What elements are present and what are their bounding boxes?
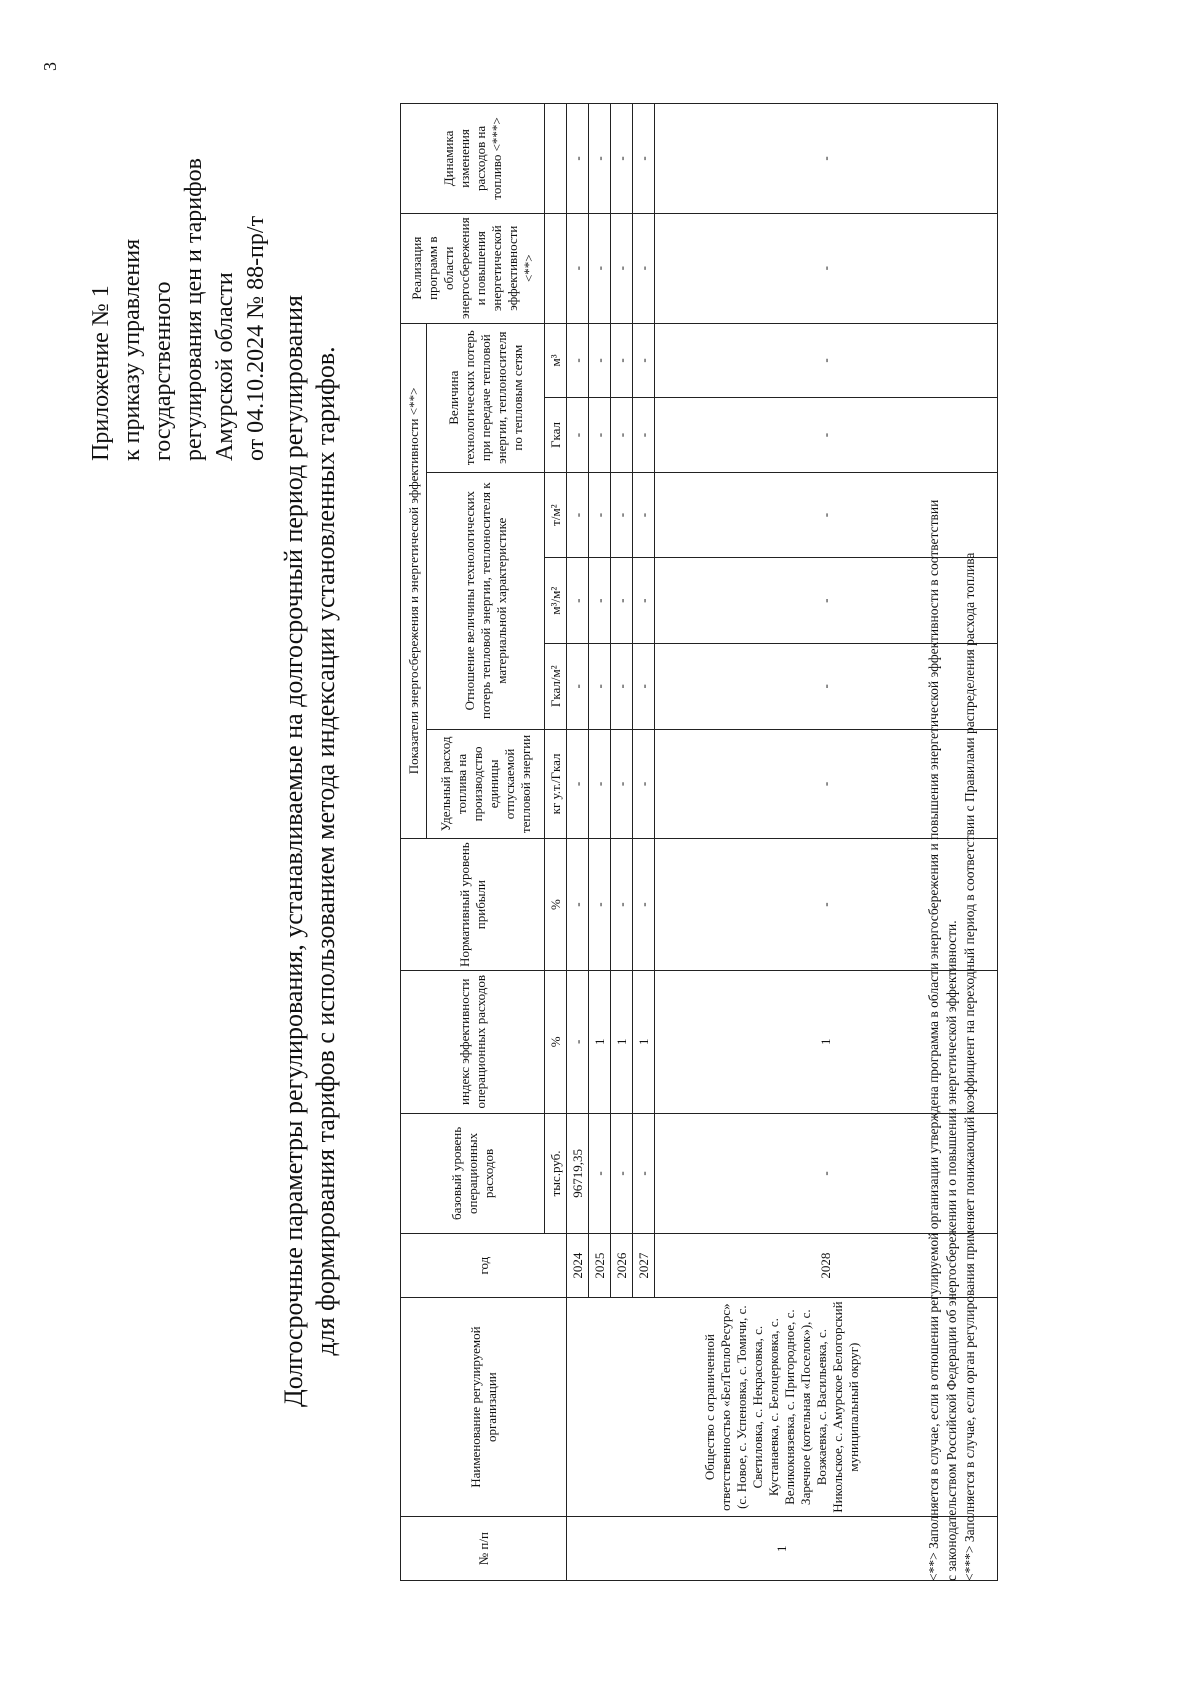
losses-ratio-cell: - — [633, 558, 655, 644]
losses-cell: - — [655, 398, 998, 473]
losses-cell: - — [567, 398, 589, 473]
losses-cell: - — [589, 323, 611, 398]
losses-cell: - — [611, 398, 633, 473]
unit-cell: кг у.т./Гкал — [545, 729, 567, 839]
footnote-line: с законодательством Российской Федерации об энергосбережении и о повышении энергетической эффективности. — [944, 920, 959, 1581]
losses-ratio-cell: - — [611, 558, 633, 644]
unit-cell: Гкал/м² — [545, 643, 567, 729]
fuel-dynamics-cell: - — [633, 104, 655, 214]
year-cell: 2024 — [567, 1234, 589, 1298]
page-number: 3 — [40, 62, 60, 71]
fuel-rate-cell: - — [611, 729, 633, 839]
unit-cell — [545, 213, 567, 323]
fuel-rate-cell: - — [567, 729, 589, 839]
organization-name: Общество с ограниченной ответственностью «БелТеплоРесурс» (с. Новое, с. Успеновка, с. Томичи, с. Светиловка, с. Некрасовка, с. Кустанаевка, с. Белоцерковка, с. Великокнязевка, с. Пригородное, с. Заречное (котельная «Поселок»), с. Возжаевка, с. Васильевка, с. Никольское, с. Амурское Белогорский муниципальный округ) — [567, 1297, 998, 1516]
appendix-line: Амурской области — [212, 272, 238, 461]
losses-ratio-cell: - — [611, 472, 633, 558]
header-profit: Нормативный уровень прибыли — [401, 839, 545, 971]
eff-index-cell: 1 — [611, 970, 633, 1113]
footnotes — [925, 41, 979, 1581]
eff-index-cell: 1 — [655, 970, 998, 1113]
losses-ratio-cell: - — [567, 643, 589, 729]
unit-cell: % — [545, 839, 567, 971]
appendix-line: регулирования цен и тарифов — [181, 158, 207, 461]
losses-ratio-cell: - — [567, 558, 589, 644]
header-fuel-dynamics: Динамика изменения расходов на топливо <***> — [401, 104, 545, 214]
unit-cell: м³/м² — [545, 558, 567, 644]
unit-cell: % — [545, 970, 567, 1113]
appendix-line: государственного — [150, 281, 176, 461]
parameters-table — [400, 103, 998, 1581]
footnote-line: <**> Заполняется в случае, если в отношении регулируемой организации утверждена программа в области энергосбережения и повышения энергетической эффективности в соответствии — [926, 499, 941, 1581]
losses-ratio-cell: - — [655, 472, 998, 558]
fuel-rate-cell: - — [655, 729, 998, 839]
fuel-rate-cell: - — [633, 729, 655, 839]
header-fuel-rate: Удельный расход топлива на производство единицы отпускаемой тепловой энергии — [427, 729, 545, 839]
losses-cell: - — [611, 323, 633, 398]
base-opex-cell: - — [655, 1113, 998, 1234]
unit-cell: тыс.руб. — [545, 1113, 567, 1234]
losses-cell: - — [567, 323, 589, 398]
header-org: Наименование регулируемой организации — [401, 1297, 567, 1516]
programs-cell: - — [611, 213, 633, 323]
year-cell: 2028 — [655, 1234, 998, 1298]
programs-cell: - — [655, 213, 998, 323]
losses-cell: - — [633, 323, 655, 398]
unit-cell — [545, 104, 567, 214]
base-opex-cell: 96719,35 — [567, 1113, 589, 1234]
profit-cell: - — [633, 839, 655, 971]
header-eff-index: индекс эффективности операционных расходов — [401, 970, 545, 1113]
programs-cell: - — [567, 213, 589, 323]
year-cell: 2026 — [611, 1234, 633, 1298]
year-cell: 2027 — [633, 1234, 655, 1298]
losses-cell: - — [655, 323, 998, 398]
losses-ratio-cell: - — [589, 558, 611, 644]
appendix-line: от 04.10.2024 № 88-пр/т — [243, 215, 269, 461]
header-year: год — [401, 1234, 567, 1298]
programs-cell: - — [633, 213, 655, 323]
table-row — [567, 104, 589, 1581]
appendix-line: Приложение № 1 — [88, 285, 114, 461]
unit-cell: м³ — [545, 323, 567, 398]
profit-cell: - — [589, 839, 611, 971]
programs-cell: - — [589, 213, 611, 323]
base-opex-cell: - — [633, 1113, 655, 1234]
fuel-dynamics-cell: - — [567, 104, 589, 214]
appendix-line: к приказу управления — [119, 238, 145, 461]
header-losses: Величина технологических потерь при передаче тепловой энергии, теплоносителя по тепловым сетям — [427, 323, 545, 472]
losses-cell: - — [633, 398, 655, 473]
losses-ratio-cell: - — [567, 472, 589, 558]
profit-cell: - — [611, 839, 633, 971]
losses-ratio-cell: - — [589, 643, 611, 729]
unit-cell: т/м² — [545, 472, 567, 558]
losses-ratio-cell: - — [633, 472, 655, 558]
losses-ratio-cell: - — [655, 558, 998, 644]
eff-index-cell: - — [567, 970, 589, 1113]
losses-cell: - — [589, 398, 611, 473]
losses-ratio-cell: - — [611, 643, 633, 729]
fuel-dynamics-cell: - — [589, 104, 611, 214]
profit-cell: - — [655, 839, 998, 971]
base-opex-cell: - — [611, 1113, 633, 1234]
appendix-block — [86, 158, 272, 461]
fuel-dynamics-cell: - — [611, 104, 633, 214]
fuel-rate-cell: - — [589, 729, 611, 839]
footnote-line: <***> Заполняется в случае, если орган регулирования применяет понижающий коэффициент на переходный период в соответствии с Правилами распределения расхода топлива — [962, 552, 977, 1581]
header-base-opex: базовый уровень операционных расходов — [401, 1113, 545, 1234]
year-cell: 2025 — [589, 1234, 611, 1298]
losses-ratio-cell: - — [655, 643, 998, 729]
header-losses-ratio: Отношение величины технологических потерь тепловой энергии, теплоносителя к материальной характеристике — [427, 472, 545, 729]
losses-ratio-cell: - — [633, 643, 655, 729]
header-programs: Реализация программ в области энергосбережения и повышения энергетической эффективности <**> — [401, 213, 545, 323]
eff-index-cell: 1 — [589, 970, 611, 1113]
title-line: Долгосрочные параметры регулирования, устанавливаемые на долгосрочный период регулирования — [279, 294, 308, 1408]
losses-ratio-cell: - — [589, 472, 611, 558]
fuel-dynamics-cell: - — [655, 104, 998, 214]
base-opex-cell: - — [589, 1113, 611, 1234]
document-title — [278, 101, 342, 1601]
profit-cell: - — [567, 839, 589, 971]
header-energy-group: Показатели энергосбережения и энергетической эффективности <**> — [401, 323, 427, 839]
eff-index-cell: 1 — [633, 970, 655, 1113]
header-num: № п/п — [401, 1517, 567, 1581]
unit-cell: Гкал — [545, 398, 567, 473]
title-line: для формирования тарифов с использованием метода индексации установленных тарифов. — [311, 346, 340, 1356]
row-number: 1 — [567, 1517, 998, 1581]
